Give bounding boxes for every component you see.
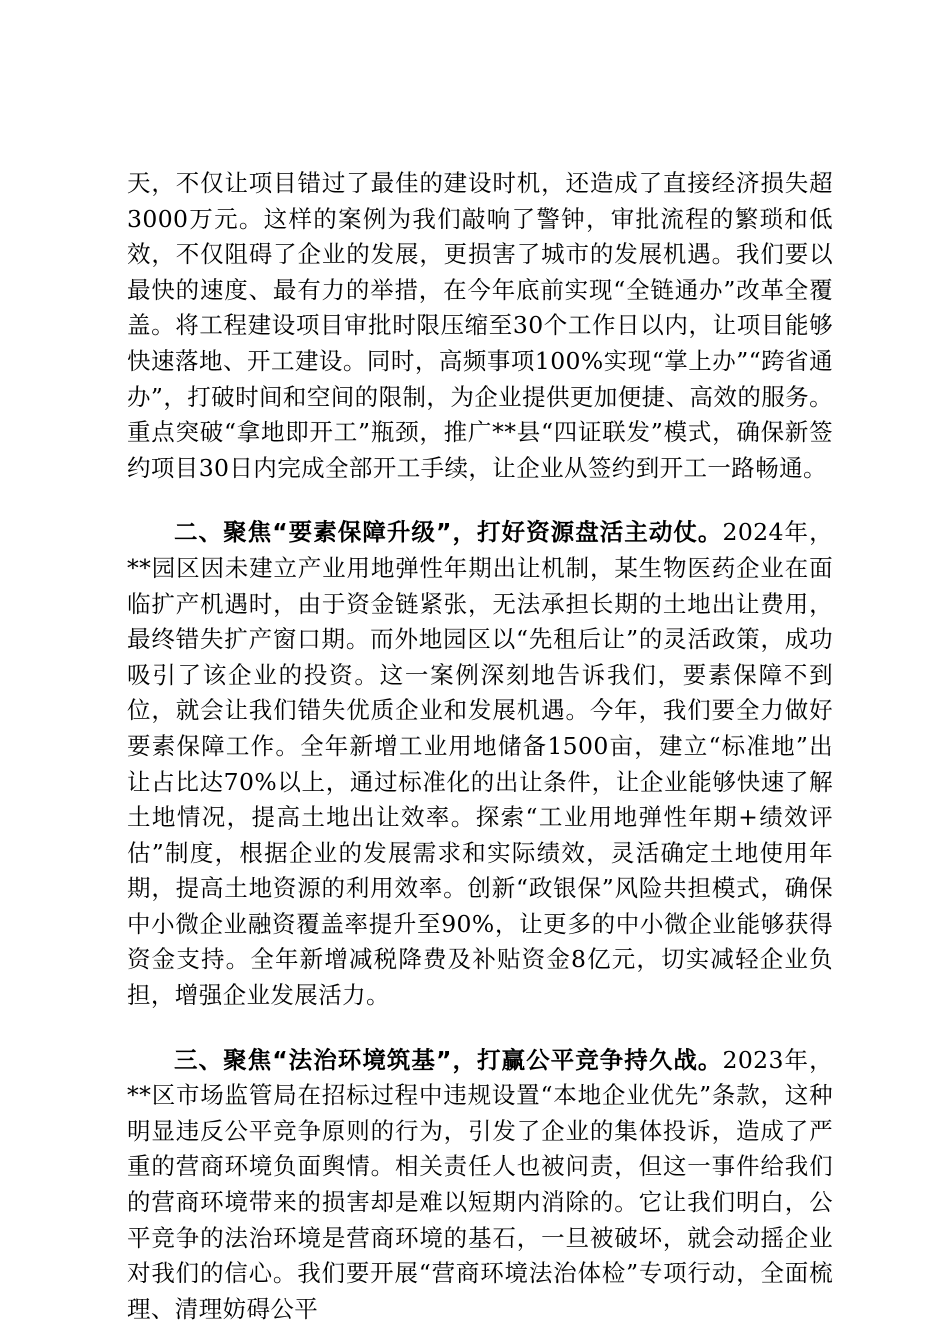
paragraph-text: 2024年，**园区因未建立产业用地弹性年期出让机制，某生物医药企业在面临扩产机遇时，由于资金链紧张，无法承担长期的土地出让费用，最终错失扩产窗口期。而外地园区以“先租后让”的灵活政策，成功吸引了该企业的投资。这一案例深刻地告诉我们，要素保障不到位，就会让我们错失优质企业和发展机遇。今年，我们要全力做好要素保障工作。全年新增工业用地储备1500亩，建立“标准地”出让占比达70%以上，通过标准化的出让条件，让企业能够快速了解土地情况，提高土地出让效率。探索“工业用地弹性年期+绩效评估”制度，根据企业的发展需求和实际绩效，灵活确定土地使用年期，提高土地资源的利用效率。创新“政银保”风险共担模式，确保中小微企业融资覆盖率提升至90%，让更多的中小微企业能够获得资金支持。全年新增减税降费及补贴资金8亿元，切实减轻企业负担，增强企业发展活力。: [127, 518, 833, 1010]
paragraph-gap: [127, 1014, 833, 1043]
paragraph-text: 天，不仅让项目错过了最佳的建设时机，还造成了直接经济损失超3000万元。这样的案例为我们敲响了警钟，审批流程的繁琐和低效，不仅阻碍了企业的发展，更损害了城市的发展机遇。我们要以最快的速度、最有力的举措，在今年底前实现“全链通办”改革全覆盖。将工程建设项目审批时限压缩至30个工作日以内，让项目能够快速落地、开工建设。同时，高频事项100%实现“掌上办”“跨省通办”，打破时间和空间的限制，为企业提供更加便捷、高效的服务。重点突破“拿地即开工”瓶颈，推广**县“四证联发”模式，确保新签约项目30日内完成全部开工手续，让企业从签约到开工一路畅通。: [127, 169, 833, 482]
paragraph-text: 2023年，**区市场监管局在招标过程中违规设置“本地企业优先”条款，这种明显违反公平竞争原则的行为，引发了企业的集体投诉，造成了严重的营商环境负面舆情。相关责任人也被问责，但这一事件给我们的营商环境带来的损害却是难以短期内消除的。它让我们明白，公平竞争的法治环境是营商环境的基石，一旦被破坏，就会动摇企业对我们的信心。我们要开展“营商环境法治体检”专项行动，全面梳理、清理妨碍公平: [127, 1045, 833, 1323]
document-body: [127, 166, 833, 1327]
paragraph-section-two: [127, 515, 833, 1013]
paragraph-gap: [127, 486, 833, 515]
paragraph-section-three: [127, 1043, 833, 1328]
paragraph-continuation: [127, 166, 833, 486]
section-heading: 二、聚焦“要素保障升级”，打好资源盘活主动仗。: [174, 518, 723, 547]
section-heading: 三、聚焦“法治环境筑基”，打赢公平竞争持久战。: [174, 1045, 723, 1074]
